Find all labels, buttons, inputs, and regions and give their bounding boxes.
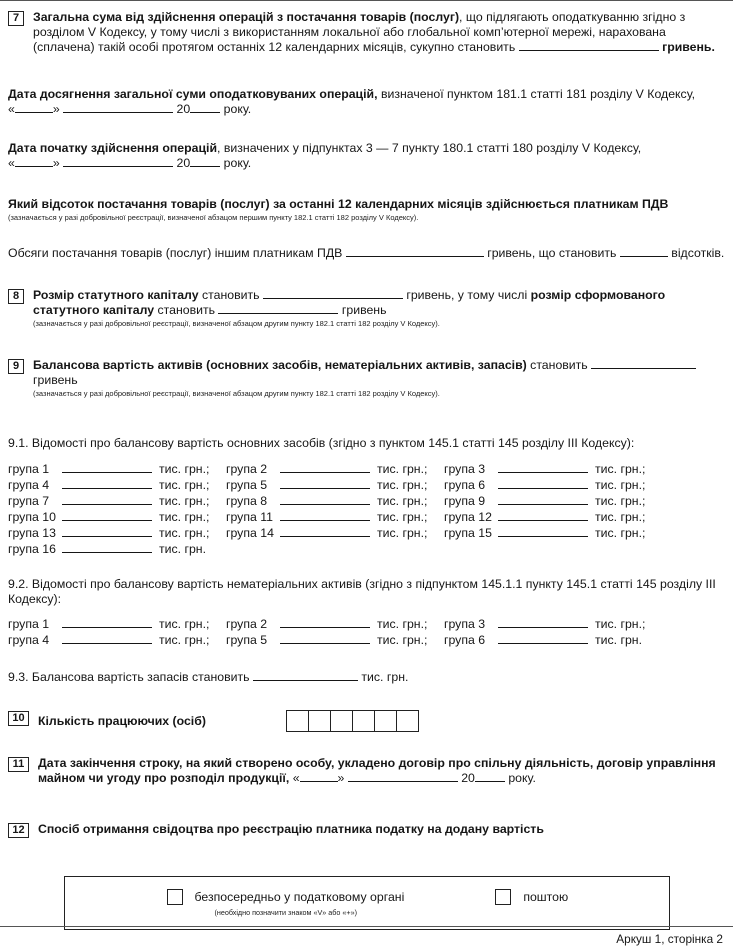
group-entry: група 3 тис. грн.; (444, 462, 646, 476)
group-entry: група 10 тис. грн.; (8, 510, 210, 524)
fa-group-12-field[interactable] (498, 510, 588, 521)
term-end-year-field[interactable] (475, 771, 505, 782)
by-mail-checkbox[interactable] (495, 889, 511, 905)
balance-value-field[interactable] (591, 358, 696, 369)
certificate-method-heading: Спосіб отримання свідоцтва про реєстрацію платника податку на додану вартість (38, 822, 544, 836)
group-entry: група 16 тис. грн. (8, 542, 207, 556)
section-8-text (33, 288, 725, 318)
sheet-page-label: Аркуш 1, сторінка 2 (616, 932, 723, 946)
group-entry: група 12 тис. грн.; (444, 510, 646, 524)
section-9 (8, 358, 725, 398)
group-entry: група 6 тис. грн. (444, 633, 643, 647)
term-end-date-sequence (293, 771, 536, 785)
section-7-lead: Загальна сума від здійснення операцій з постачання товарів (послуг) (33, 10, 460, 24)
employee-count-cell-6[interactable] (396, 710, 419, 732)
formed-capital-lead: розмір сформованого статутного капіталу (33, 288, 666, 317)
balance-value-lead: Балансова вартість активів (основних засобів, нематеріальних активів, запасів) (33, 358, 527, 372)
section-11-number: 11 (8, 757, 29, 772)
date-total-month-field[interactable] (63, 102, 173, 113)
fa-group-5-field[interactable] (280, 478, 370, 489)
section-11-text (38, 756, 725, 786)
section-9-number: 9 (8, 359, 24, 374)
group-entry: група 2 тис. грн.; (226, 462, 428, 476)
term-end-day-field[interactable] (300, 771, 338, 782)
section-9-text (33, 358, 725, 388)
total-supply-sum-field[interactable] (519, 40, 659, 51)
fa-group-4-field[interactable] (62, 478, 152, 489)
ia-group-3-field[interactable] (498, 617, 588, 628)
intangible-assets-row-1 (8, 617, 725, 632)
section-8-number: 8 (8, 289, 24, 304)
quote-open: « (8, 156, 15, 170)
fa-group-11-field[interactable] (280, 510, 370, 521)
by-mail-label: поштою (523, 889, 569, 904)
group-entry: група 9 тис. грн.; (444, 494, 646, 508)
year-prefix: 20 (461, 771, 475, 785)
section-8-t3: становить (154, 303, 219, 317)
ia-group-6-field[interactable] (498, 633, 588, 644)
fa-group-13-field[interactable] (62, 526, 152, 537)
date-total-year-field[interactable] (190, 102, 220, 113)
group-entry: група 11 тис. грн.; (226, 510, 428, 524)
date-start-day-field[interactable] (15, 156, 53, 167)
employee-count-cell-1[interactable] (286, 710, 309, 732)
date-start-sequence (8, 156, 251, 170)
fa-group-9-field[interactable] (498, 494, 588, 505)
fixed-assets-row-6 (8, 542, 725, 557)
group-entry: група 4 тис. грн.; (8, 478, 210, 492)
section-9-2 (8, 577, 725, 648)
group-entry: група 2 тис. грн.; (226, 617, 428, 631)
year-suffix: року. (223, 102, 252, 116)
section-9-1-title: 9.1. Відомості про балансову вартість основних засобів (згідно з пунктом 145.1 статті 145 розділу III Кодексу): (8, 436, 635, 450)
ia-group-1-field[interactable] (62, 617, 152, 628)
section-12-number: 12 (8, 823, 29, 838)
fa-group-10-field[interactable] (62, 510, 152, 521)
inventory-value-unit: тис. грн. (361, 670, 409, 684)
section-11 (8, 756, 725, 786)
section-9-1 (8, 436, 725, 557)
section-9-2-title: 9.2. Відомості про балансову вартість нематеріальних активів (згідно з підпунктом 145.1.1 пункту 145.1 статті 145 розділу III Кодексу): (8, 577, 716, 606)
formed-capital-field[interactable] (218, 303, 338, 314)
group-entry: група 8 тис. грн.; (226, 494, 428, 508)
group-entry: група 14 тис. грн.; (226, 526, 428, 540)
supply-volumes-mid: гривень, що становить (487, 246, 617, 260)
fixed-assets-row-1 (8, 462, 725, 477)
vat-percent-section (8, 197, 725, 222)
section-10-number: 10 (8, 711, 29, 726)
fa-group-1-field[interactable] (62, 462, 152, 473)
statutory-capital-field[interactable] (263, 288, 403, 299)
statutory-capital-lead: Розмір статутного капіталу (33, 288, 199, 302)
supply-volumes-lead: Обсяги постачання товарів (послуг) іншим платникам ПДВ (8, 246, 343, 260)
group-entry: група 15 тис. грн.; (444, 526, 646, 540)
date-start-lead: Дата початку здійснення операцій (8, 141, 218, 155)
year-prefix: 20 (176, 156, 191, 170)
inventory-value-field[interactable] (253, 670, 358, 681)
date-operations-start-text (8, 141, 725, 171)
term-end-lead: Дата закінчення строку, на який створено особу, укладено договір про спільну діяльність, договір управління майном чи угоду про розподіл продукції, (38, 756, 716, 785)
section-7-number: 7 (8, 11, 24, 26)
in-person-label: безпосередньо у податковому органі (194, 889, 405, 904)
quote-close: » (52, 156, 60, 170)
section-9-t2: гривень (33, 373, 78, 387)
fixed-assets-row-5 (8, 526, 725, 541)
employee-count-cell-4[interactable] (352, 710, 375, 732)
quote-open: « (292, 771, 300, 785)
employee-count-cell-3[interactable] (330, 710, 353, 732)
section-9-note: (зазначається у разі добровільної реєстрації, визначеної абзацом другим пункту 182.1 статті 182 розділу V Кодексу). (33, 389, 440, 398)
mark-instruction-note: (необхідно позначити знаком «V» або «+») (214, 908, 357, 917)
section-7 (8, 10, 725, 55)
group-entry: група 5 тис. грн.; (226, 633, 428, 647)
date-total-sequence (8, 102, 251, 116)
group-entry: група 6 тис. грн.; (444, 478, 646, 492)
section-8-t4: гривень (338, 303, 387, 317)
section-8-note: (зазначається у разі добровільної реєстрації, визначеної абзацом другим пункту 182.1 статті 182 розділу V Кодексу). (33, 319, 440, 328)
employee-count-cell-5[interactable] (374, 710, 397, 732)
ia-group-5-field[interactable] (280, 633, 370, 644)
fa-group-14-field[interactable] (280, 526, 370, 537)
section-10 (8, 710, 725, 732)
date-start-month-field[interactable] (63, 156, 173, 167)
page-footer (0, 926, 733, 952)
supply-volumes-sum-field[interactable] (346, 246, 484, 257)
date-start-year-field[interactable] (190, 156, 220, 167)
inventory-value-lead: 9.3. Балансова вартість запасів становить (8, 670, 250, 684)
fa-group-16-field[interactable] (62, 542, 152, 553)
employee-count-boxes (286, 710, 419, 732)
group-entry: група 4 тис. грн.; (8, 633, 210, 647)
section-12 (8, 822, 725, 930)
fa-group-6-field[interactable] (498, 478, 588, 489)
group-entry: група 7 тис. грн.; (8, 494, 210, 508)
section-9-3 (8, 670, 725, 685)
group-entry: група 1 тис. грн.; (8, 617, 210, 631)
quote-close: » (52, 102, 60, 116)
date-start-body: , визначених у підпунктах 3 — 7 пункту 180.1 статті 180 розділу V Кодексу, (217, 141, 642, 155)
certificate-delivery-options (65, 889, 669, 905)
supply-volumes-percent-field[interactable] (620, 246, 668, 257)
date-total-body: визначеної пунктом 181.1 статті 181 розділу V Кодексу, (380, 87, 696, 101)
supply-volumes-tail: відсотків. (671, 246, 725, 260)
employee-count-label: Кількість працюючих (осіб) (38, 713, 206, 728)
section-7-currency: гривень. (662, 40, 715, 54)
year-prefix: 20 (176, 102, 191, 116)
group-entry: група 3 тис. грн.; (444, 617, 646, 631)
certificate-delivery-box (64, 876, 670, 930)
quote-open: « (8, 102, 15, 116)
vat-percent-heading (8, 197, 725, 212)
section-8-t2: гривень, у тому числі (402, 288, 531, 302)
quote-close: » (337, 771, 345, 785)
section-7-body: , що підлягають оподаткуванню згідно з розділом V Кодексу, у тому числі з використанням локальної або глобальної комп’ютерної мережі, нарахована (сплачена) такій особі протягом останніх 12 календарних місяців, сукупно становить (33, 10, 686, 54)
fa-group-2-field[interactable] (280, 462, 370, 473)
section-12-heading (38, 822, 725, 837)
section-8 (8, 288, 725, 328)
fa-group-7-field[interactable] (62, 494, 152, 505)
term-end-month-field[interactable] (348, 771, 458, 782)
date-total-reached-text (8, 87, 725, 117)
supply-volumes-line (8, 246, 725, 261)
fixed-assets-row-2 (8, 478, 725, 493)
vat-percent-note: (зазначається у разі добровільної реєстрації, визначеної абзацом першим пункту 182.1 статті 182 розділу V Кодексу). (8, 213, 419, 222)
vat-percent-heading-text: Який відсоток постачання товарів (послуг) за останні 12 календарних місяців здійснюється платникам ПДВ (8, 197, 669, 211)
section-7-text (33, 10, 725, 55)
year-suffix: року. (508, 771, 536, 785)
fixed-assets-row-3 (8, 494, 725, 509)
date-total-lead: Дата досягнення загальної суми оподатковуваних операцій, (8, 87, 378, 101)
section-8-t1: становить (198, 288, 263, 302)
group-entry: група 13 тис. грн.; (8, 526, 210, 540)
group-entry: група 1 тис. грн.; (8, 462, 210, 476)
section-9-t1: становить (526, 358, 592, 372)
ia-group-4-field[interactable] (62, 633, 152, 644)
date-total-day-field[interactable] (15, 102, 53, 113)
fa-group-15-field[interactable] (498, 526, 588, 537)
fa-group-8-field[interactable] (280, 494, 370, 505)
group-entry: група 5 тис. грн.; (226, 478, 428, 492)
intangible-assets-row-2 (8, 633, 725, 648)
in-person-checkbox[interactable] (167, 889, 183, 905)
fixed-assets-row-4 (8, 510, 725, 525)
employee-count-cell-2[interactable] (308, 710, 331, 732)
fa-group-3-field[interactable] (498, 462, 588, 473)
ia-group-2-field[interactable] (280, 617, 370, 628)
year-suffix: року. (223, 156, 252, 170)
